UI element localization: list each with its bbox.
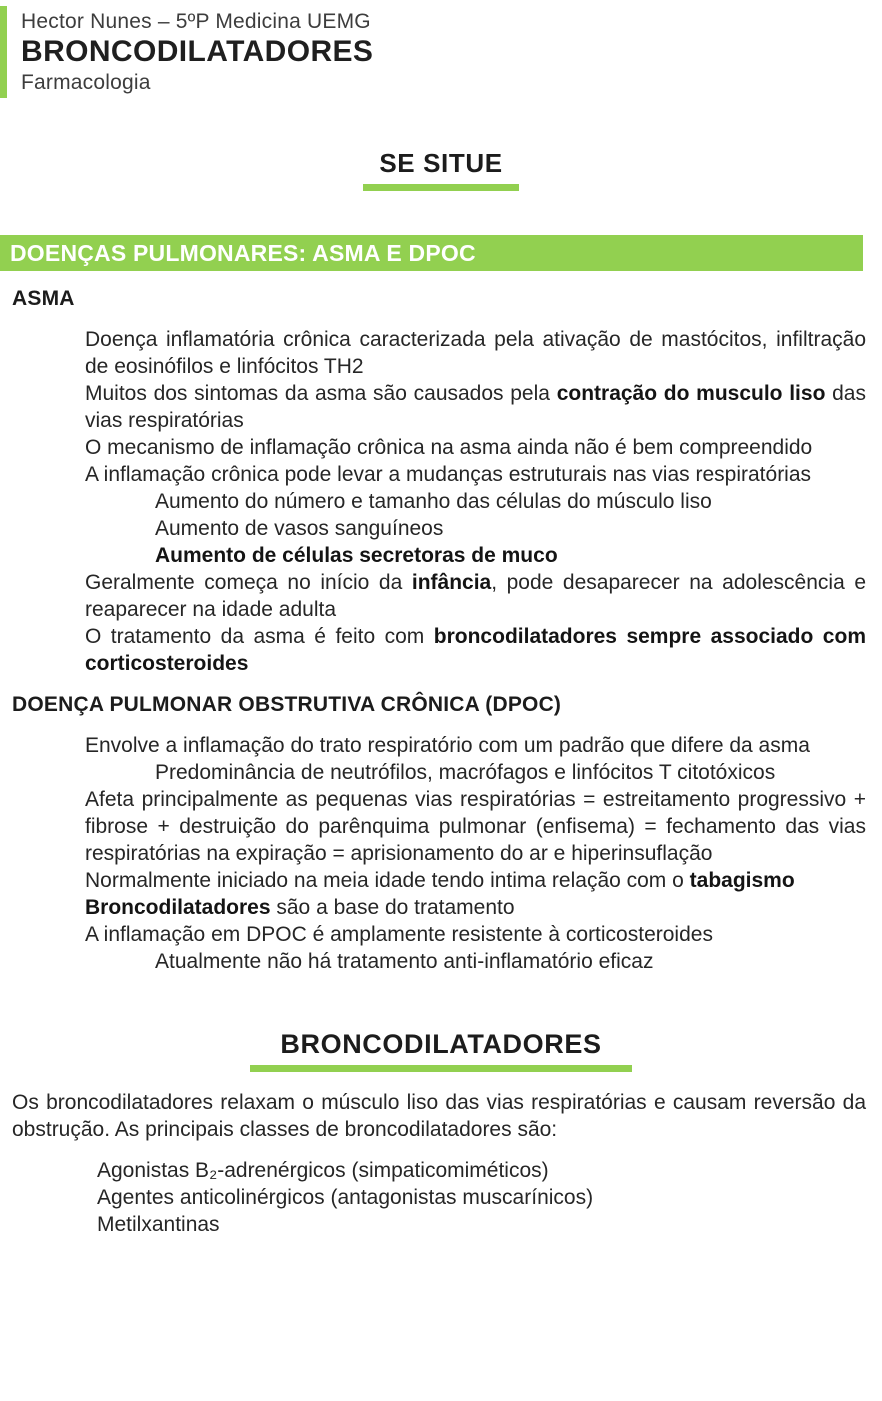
text-run: Aumento de vasos sanguíneos [155, 517, 444, 540]
document-title: BRONCODILATADORES [21, 35, 374, 68]
topic-banner: DOENÇAS PULMONARES: ASMA E DPOC [0, 235, 863, 271]
paragraph [12, 569, 866, 623]
text-run: A inflamação crônica pode levar a mudanças estruturais nas vias respiratórias [85, 463, 812, 486]
bronchodilators-intro: Os broncodilatadores relaxam o músculo liso das vias respiratórias e causam reversão da obstrução. As principais classes de broncodilatadores são: [12, 1091, 866, 1141]
section-heading: DOENÇA PULMONAR OBSTRUTIVA CRÔNICA (DPOC) [12, 693, 562, 716]
text-run: Muitos dos sintomas da asma são causados pela [85, 382, 557, 405]
bronchodilators-heading-wrap [0, 1029, 882, 1072]
document-header [0, 0, 882, 98]
bold-text-run: Aumento de células secretoras de muco [155, 544, 558, 567]
text-run: O tratamento da asma é feito com [85, 625, 434, 648]
header-accent-bar [0, 6, 7, 98]
bold-text-run: Broncodilatadores [85, 896, 271, 919]
paragraph [12, 921, 866, 948]
paragraph [12, 488, 866, 515]
bold-text-run: contração do musculo liso [556, 382, 826, 405]
paragraph [12, 759, 866, 786]
text-run: Geralmente começa no início da [85, 571, 412, 594]
paragraph [12, 732, 866, 759]
bold-text-run: tabagismo [689, 869, 795, 892]
text-run: Envolve a inflamação do trato respiratório com um padrão que difere da asma [85, 734, 810, 757]
paragraph [12, 894, 866, 921]
section-heading: ASMA [12, 287, 75, 310]
paragraph [12, 380, 866, 434]
bronchodilators-heading: BRONCODILATADORES [250, 1029, 631, 1072]
text-run: Doença inflamatória crônica caracterizada pela ativação de mastócitos, infiltração de eosinófilos e linfócitos TH2 [85, 328, 866, 378]
subject-label: Farmacologia [21, 71, 151, 94]
paragraph [12, 434, 866, 461]
list-item: Agentes anticolinérgicos (antagonistas muscarínicos) [97, 1186, 594, 1209]
paragraph [12, 326, 866, 380]
author-byline: Hector Nunes – 5ºP Medicina UEMG [21, 10, 371, 33]
paragraph [12, 786, 866, 867]
text-run: Normalmente iniciado na meia idade tendo intima relação com o [85, 869, 690, 892]
bronchodilator-classes-list [0, 1157, 882, 1238]
paragraph [12, 542, 866, 569]
text-run: Afeta principalmente as pequenas vias respiratórias = estreitamento progressivo + fibrose + destruição do parênquima pulmonar (enfisema) = fechamento das vias respiratórias na expiração = aprisionamento do ar e hiperinsuflação [85, 788, 866, 865]
list-item: Agonistas B₂-adrenérgicos (simpaticomiméticos) [97, 1159, 549, 1182]
text-run: O mecanismo de inflamação crônica na asma ainda não é bem compreendido [85, 436, 813, 459]
document-body [0, 287, 882, 975]
text-run: Aumento do número e tamanho das células do músculo liso [155, 490, 712, 513]
paragraph [12, 515, 866, 542]
text-run: são a base do tratamento [270, 896, 515, 919]
overview-heading-wrap [0, 148, 882, 191]
text-run: das vias respiratórias [85, 382, 866, 432]
text-run: Predominância de neutrófilos, macrófagos e linfócitos T citotóxicos [155, 761, 776, 784]
paragraph [12, 461, 866, 488]
bold-text-run: infância [411, 571, 492, 594]
text-run: Atualmente não há tratamento anti-inflamatório eficaz [155, 950, 654, 973]
list-item: Metilxantinas [97, 1213, 220, 1236]
overview-heading: SE SITUE [363, 148, 518, 191]
bold-text-run: broncodilatadores sempre associado com corticosteroides [85, 625, 866, 675]
text-run: , pode desaparecer na adolescência e reaparecer na idade adulta [85, 571, 866, 621]
header-text [21, 6, 373, 98]
text-run: A inflamação em DPOC é amplamente resistente à corticosteroides [85, 923, 713, 946]
paragraph [12, 867, 866, 894]
paragraph [12, 948, 866, 975]
paragraph [12, 623, 866, 677]
